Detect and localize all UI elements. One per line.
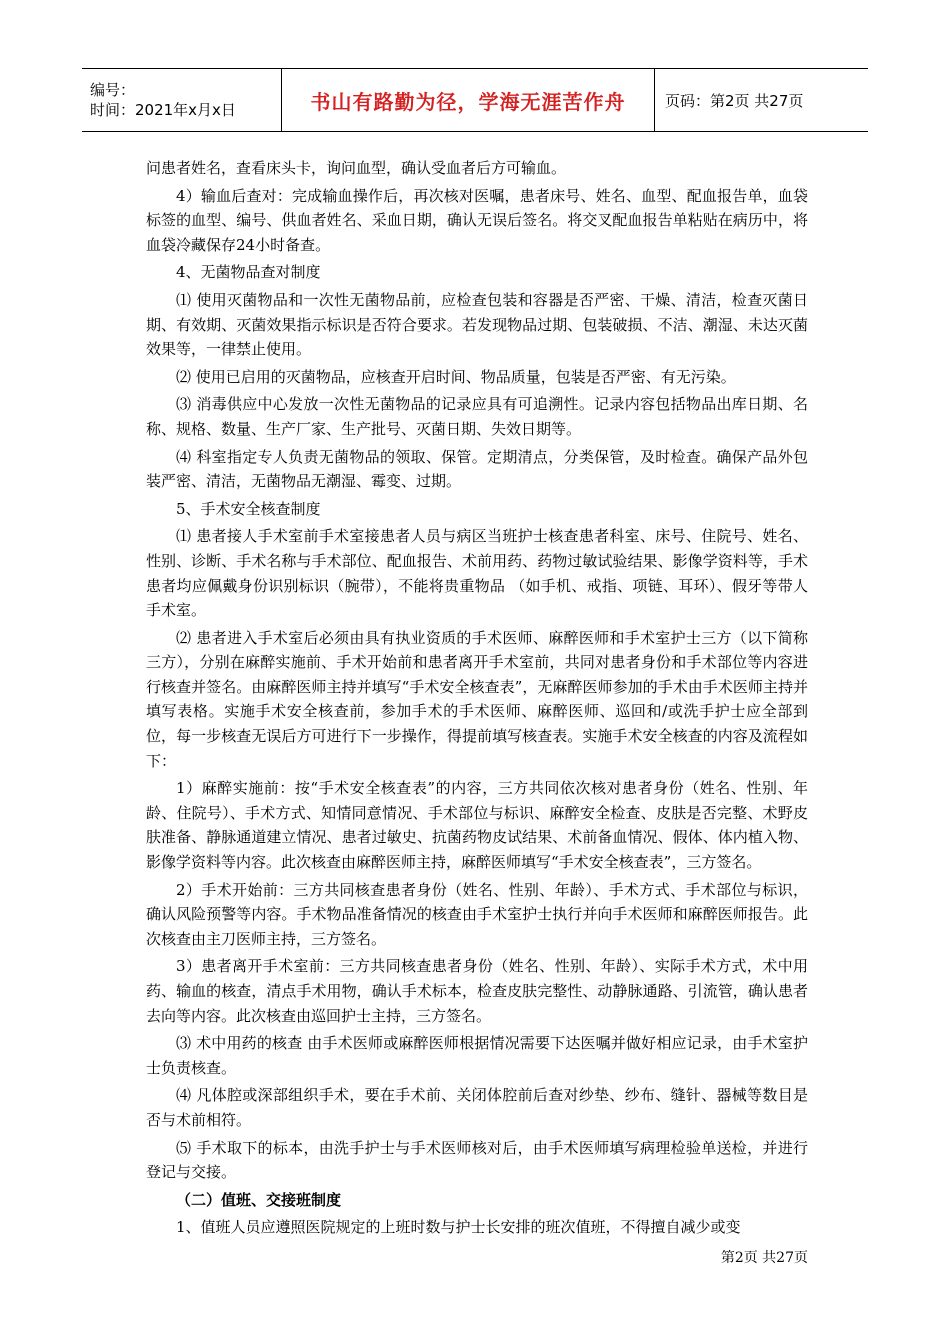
document-number: 编号： (90, 81, 136, 99)
header-page-number: 页码：第2页 共27页 (665, 91, 804, 110)
paragraph: ⑵ 患者进入手术室后必须由具有执业资质的手术医师、麻醉医师和手术室护士三方（以下简称三方），分别在麻醉实施前、手术开始前和患者离开手术室前，共同对患者身份和手术部位等内容进行核查并签名。由麻醉医师主持并填写“手术安全核查表”，无麻醉医师参加的手术由手术医师主持并填写表格。实施手术安全核查前，参加手术的手术医师、麻醉医师、巡回和/或洗手护士应全部到位，每一步核查无误后方可进行下一步操作，得提前填写核查表。实施手术安全核查的内容及流程如下： (146, 628, 808, 770)
paragraph: 5、手术安全核查制度 (176, 499, 321, 518)
header-meta (82, 69, 282, 131)
document-date: 时间：2021年x月x日 (90, 101, 236, 119)
page-header (82, 68, 868, 132)
paragraph: ⑶ 术中用药的核查 由手术医师或麻醉医师根据情况需要下达医嘱并做好相应记录，由手术室护士负责核查。 (146, 1034, 808, 1077)
paragraph: 3）患者离开手术室前：三方共同核查患者身份（姓名、性别、年龄）、实际手术方式，术中用药、输血的核查，清点手术用物，确认手术标本，检查皮肤完整性、动静脉通路、引流管，确认患者去向等内容。此次核查由巡回护士主持，三方签名。 (146, 957, 808, 1025)
paragraph: ⑷ 凡体腔或深部组织手术，要在手术前、关闭体腔前后查对纱垫、纱布、缝针、器械等数目是否与术前相符。 (146, 1086, 808, 1129)
paragraph: 2）手术开始前：三方共同核查患者身份（姓名、性别、年龄）、手术方式、手术部位与标识，确认风险预警等内容。手术物品准备情况的核查由手术室护士执行并向手术医师和麻醉医师报告。此次核查由主刀医师主持，三方签名。 (146, 880, 808, 948)
header-motto: 书山有路勤为径，学海无涯苦作舟 (282, 69, 655, 131)
paragraph: 1、值班人员应遵照医院规定的上班时数与护士长安排的班次值班，不得擅自减少或变 (176, 1218, 741, 1237)
paragraph: ⑵ 使用已启用的灭菌物品，应核查开启时间、物品质量，包装是否严密、有无污染。 (176, 367, 736, 386)
paragraph: ⑷ 科室指定专人负责无菌物品的领取、保管。定期清点，分类保管，及时检查。确保产品外包装严密、清洁，无菌物品无潮湿、霉变、过期。 (146, 447, 808, 491)
paragraph: 问患者姓名，查看床头卡，询问血型，确认受血者后方可输血。 (146, 159, 567, 177)
paragraph: 4、无菌物品查对制度 (176, 263, 321, 282)
paragraph: ⑶ 消毒供应中心发放一次性无菌物品的记录应具有可追溯性。记录内容包括物品出库日期、名称、规格、数量、生产厂家、生产批号、灭菌日期、失效日期等。 (146, 395, 808, 438)
page-footer: 第2页 共27页 (720, 1250, 808, 1266)
paragraph: ⑴ 患者接人手术室前手术室接患者人员与病区当班护士核查患者科室、床号、住院号、姓名、性别、诊断、手术名称与手术部位、配血报告、术前用药、药物过敏试验结果、影像学资料等，手术患者均应佩戴身份识别标识（腕带），不能将贵重物品 （如手机、戒指、项链、耳环）、假牙等带人手术室。 (146, 527, 808, 620)
paragraph: 1）麻醉实施前：按“手术安全核查表”的内容，三方共同依次核对患者身份（姓名、性别、年龄、住院号）、手术方式、知情同意情况、手术部位与标识、麻醉安全检查、皮肤是否完整、术野皮肤准备、静脉通道建立情况、患者过敏史、抗菌药物皮试结果、术前备血情况、假体、体内植入物、影像学资料等内容。此次核查由麻醉医师主持，麻醉医师填写“手术安全核查表”，三方签名。 (146, 779, 808, 872)
section-heading: （二）值班、交接班制度 (176, 1190, 342, 1209)
paragraph: 4）输血后查对：完成输血操作后，再次核对医嘱，患者床号、姓名、血型、配血报告单，血袋标签的血型、编号、供血者姓名、采血日期，确认无误后签名。将交叉配血报告单粘贴在病历中，将血袋冷藏保存24小时备查。 (146, 186, 808, 254)
paragraph: ⑴ 使用灭菌物品和一次性无菌物品前，应检查包装和容器是否严密、干燥、清洁，检查灭菌日期、有效期、灭菌效果指示标识是否符合要求。若发现物品过期、包装破损、不洁、潮湿、未达灭菌效果等，一律禁止使用。 (146, 290, 808, 359)
document-body (146, 156, 808, 1243)
paragraph: ⑸ 手术取下的标本，由洗手护士与手术医师核对后，由手术医师填写病理检验单送检，并进行登记与交接。 (146, 1138, 808, 1182)
